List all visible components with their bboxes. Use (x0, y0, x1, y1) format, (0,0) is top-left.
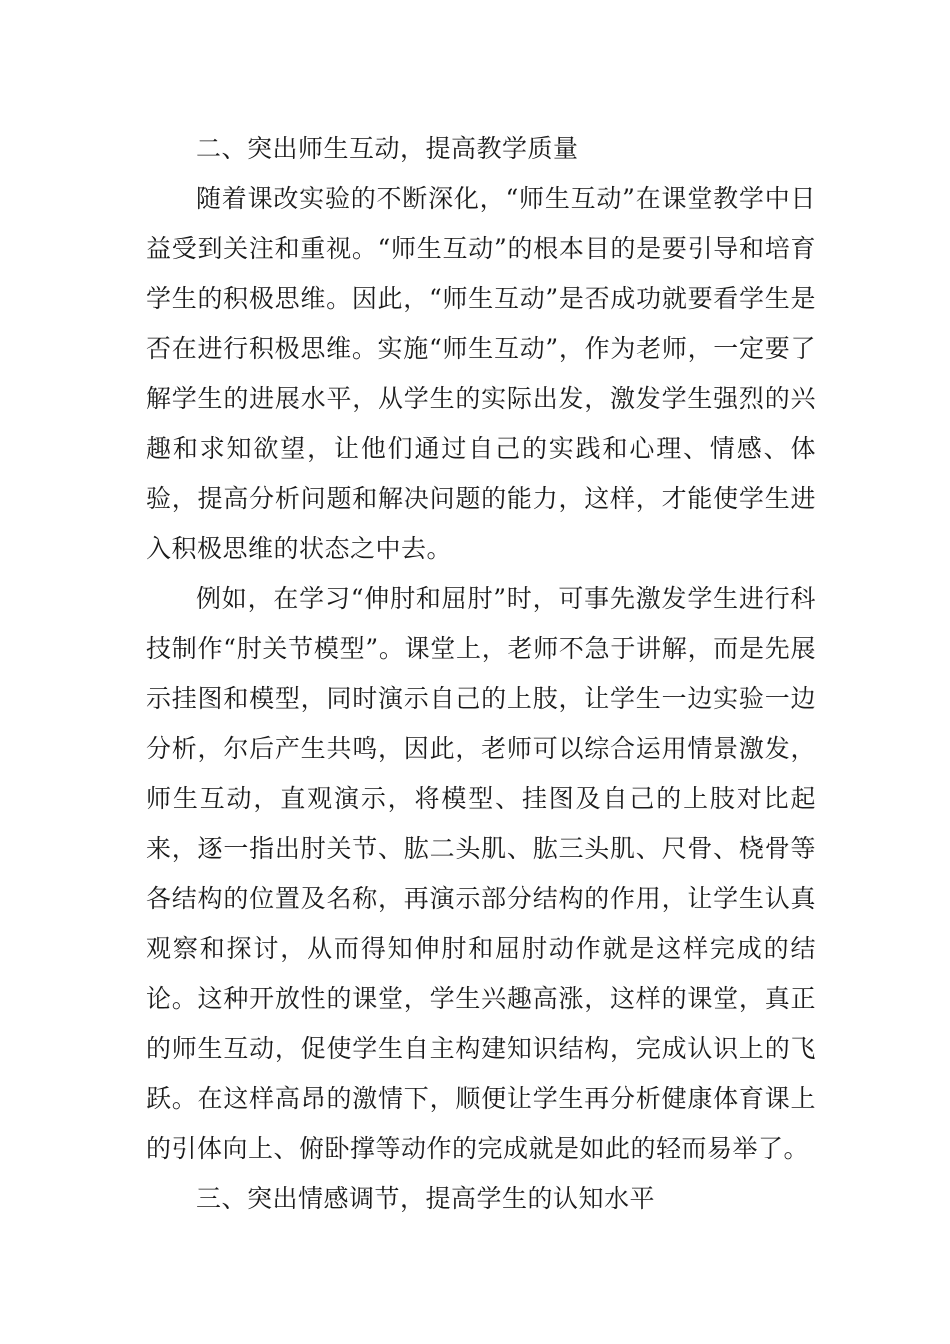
body-paragraph-1: 随着课改实验的不断深化，“师生互动”在课堂教学中日益受到关注和重视。“师生互动”的根本目的是要引导和培育学生的积极思维。因此，“师生互动”是否成功就要看学生是否在进行积极思维。实施“师生互动”，作为老师，一定要了解学生的进展水平，从学生的实际出发，激发学生强烈的兴趣和求知欲望，让他们通过自己的实践和心理、情感、体验，提高分析问题和解决问题的能力，这样，才能使学生进入积极思维的状态之中去。 (146, 184, 816, 563)
document-body (146, 124, 816, 1224)
section-heading-2: 二、突出师生互动，提高教学质量 (196, 134, 579, 163)
section-heading-3: 三、突出情感调节，提高学生的认知水平 (196, 1184, 656, 1213)
body-paragraph-2: 例如，在学习“伸肘和屈肘”时，可事先激发学生进行科技制作“肘关节模型”。课堂上，老师不急于讲解，而是先展示挂图和模型，同时演示自己的上肢，让学生一边实验一边分析，尔后产生共鸣，因此，老师可以综合运用情景激发，师生互动，直观演示，将模型、挂图及自己的上肢对比起来，逐一指出肘关节、肱二头肌、肱三头肌、尺骨、桡骨等各结构的位置及名称，再演示部分结构的作用，让学生认真观察和探讨，从而得知伸肘和屈肘动作就是这样完成的结论。这种开放性的课堂，学生兴趣高涨，这样的课堂，真正的师生互动，促使学生自主构建知识结构，完成认识上的飞跃。在这样高昂的激情下，顺便让学生再分析健康体育课上的引体向上、俯卧撑等动作的完成就是如此的轻而易举了。 (146, 584, 816, 1163)
